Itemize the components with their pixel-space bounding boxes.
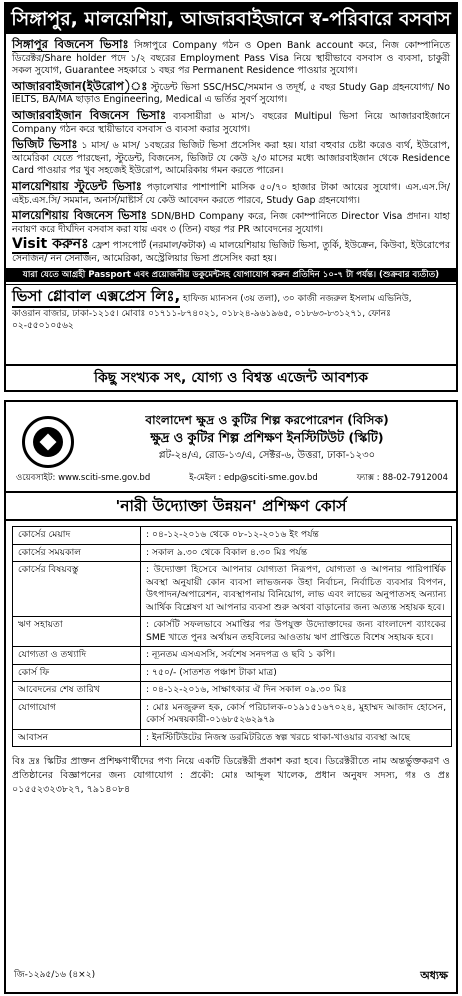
ad-body — [6, 34, 456, 334]
row-label: যোগ্যতা ও তথ্যাদি — [13, 647, 141, 665]
section-heading: আজারবাইজান বিজনেস ভিসাঃ — [12, 107, 166, 122]
row-label: আবেদনের শেষ তারিখ — [13, 682, 141, 700]
agency-contact: কাওরান বাজার, ঢাকা-১২১৫। মোবাঃ ০১৭১১-৮৭৪০২১, ০১৮২৪-৯৬১৯৬৫, ০১৮৬৩-৮৩১২৭১, ফোনঃ ০২-৫৫০১০৫৬২ — [12, 308, 391, 331]
visit-heading: Visit করুনঃ — [12, 236, 89, 253]
malaysia-business-visa — [12, 209, 450, 236]
section-text: ১ মাস/ ৬ মাস/ ১বছরের ভিজিট ভিসা প্রসেসিং করা হয়। যারা বহুবার চেষ্টা করেও ব্যর্থ, ইউরোপ, আমেরিকা যেতে পারছেনা, স্টুডেন্ট, বিজনেস, ভিজিট যে কেউ ২/৩ মাসের মধ্যে আজারবাইজান থেকে Residence Card পাওয়ার পর খুব সহজেই ইউরোপ, আমেরিকায় গমন করতে পারেন। — [12, 140, 450, 177]
table-row — [13, 664, 452, 682]
section-heading: সিঙ্গাপুর বিজনেস ভিসাঃ — [12, 37, 129, 51]
section-text: পড়ালেখার পাশাপাশি মাসিক ৫০/৭০ হাজার টাকা আয়ের সুযোগ। এস.এস.সি/এইচ.এস.সি/ সমমান, অনার্স/মাষ্টার্স যে কেউ আবেদন করতে পারবে, Study Gap গ্রহনযোগ্য। — [12, 181, 450, 206]
singapore-business-visa — [12, 38, 450, 78]
table-row — [13, 544, 452, 562]
row-label: কোর্সের মেয়াদ — [13, 527, 141, 545]
row-value: : ০৪-১২-২০১৬, সাক্ষাৎকার ঐ দিন সকাল ০৯.৩০ মিঃ — [141, 682, 452, 700]
table-row — [13, 527, 452, 545]
institute-name: ক্ষুদ্র ও কুটির শিল্প প্রশিক্ষণ ইনস্টিটিউট (স্কিটি) — [150, 431, 384, 446]
azerbaijan-student-visa — [12, 80, 450, 107]
visit-text: ফ্রেশ পাসপোর্ট (নরমাল/কটাক) এ মালয়েশিয়ায় ভিজিট ভিসা, তুর্কি, ইউক্রেন, কিউবা, ইউরোপের সেনজিন/ নন সেনজিন, আমেরিকা, অস্ট্রেলিয়ার ভিসা প্রসেসিং করা হয়। — [12, 240, 450, 264]
table-row — [13, 699, 452, 729]
ad-headline: সিঙ্গাপুর, মালয়েশিয়া, আজারবাইজানে স্ব-পরিবারে বসবাস — [6, 4, 456, 34]
course-title: 'নারী উদ্যোক্তা উন্নয়ন' প্রশিক্ষণ কোর্স — [6, 491, 456, 521]
row-value: : ০৪-১২-২০১৬ থেকে ০৮-১২-২০১৬ ইং পর্যন্ত — [141, 527, 452, 545]
section-text: ব্যবসায়ীরা ৬ মাস/১ বছরের Multipul ভিসা নিয়ে আজারবাইজানে Company গঠন করে স্থায়ীভাবে বসবাস ও ব্যবসা করার সুযোগ। — [12, 110, 451, 135]
section-heading: ভিজিট ভিসাঃ — [12, 137, 78, 152]
organization-header — [6, 402, 456, 488]
signatory: অধ্যক্ষ — [420, 969, 448, 982]
visit-visa — [12, 138, 450, 178]
row-value: : ন্যূনতম এসএসসি, সর্বশেষ সনদপত্র ও ছবি ১ কপি। — [141, 647, 452, 665]
row-label: যোগাযোগ — [13, 699, 141, 729]
institute-address: প্লট-২৪/এ, রোড-১৩/এ, সেক্টর-৬, উত্তরা, ঢাকা-১২৩০ — [158, 450, 376, 461]
bscic-logo-icon — [22, 416, 74, 468]
visit-section — [12, 238, 450, 265]
corporation-name: বাংলাদেশ ক্ষুদ্র ও কুটির শিল্প করপোরেশন (বিসিক) — [145, 413, 389, 427]
row-value: : উদ্যোক্তা হিসেবে আপনার যোগ্যতা নিরূপণ, যোগ্যতা ও আপনার পারিপার্শ্বিক অবস্থা অনুযায়ী কোন ব্যবসা লাভজনক উহা নির্বাচন, নির্বাচিত ব্যবসার বিপণন, উৎপাদন/অপারেশন, ব্যবস্থাপনায় বিনিয়োগ, লাভ এবং লাভের অনুপাতসহ অন্যান্য আর্থিক বিশ্লেষণ যা আপনার ব্যবসা শুরু অথবা বাড়ানোর জন্য অত্যন্ত সহায়ক হবে। — [141, 562, 452, 617]
contact-line — [16, 472, 448, 484]
row-value: : ৭৫০/- (সাতশত পঞ্চাশ টাকা মাত্র) — [141, 664, 452, 682]
table-row — [13, 647, 452, 665]
row-label: আবাসন — [13, 729, 141, 747]
row-value: : মোঃ মনজুরুল হক, কোর্স পরিচালক-০১৯১৫১৬৭০২৪, মুহাম্মদ আজাদ হোসেন, কোর্স সমন্বয়কারী-০১৬৮৫২৬২৯৭৯ — [141, 699, 452, 729]
azerbaijan-business-visa — [12, 109, 450, 136]
agency-block — [6, 284, 456, 334]
row-label: ঋণ সহায়তা — [13, 617, 141, 647]
row-label: কোর্স ফি — [13, 664, 141, 682]
section-text: স্টুডেন্ট ভিসা SSC/HSC/সমমান ও তদূর্ধ, ৫ বছর Study Gap গ্রহনযোগ্য/ No IELTS, BA/MA ছাড়াও Engineering, Medical এ ভর্তির সুবর্ণ সুযোগ। — [12, 81, 450, 106]
course-info-table — [12, 526, 452, 747]
reference-row — [14, 967, 448, 986]
footnote: বিঃ দ্রঃ স্কিটির প্রাক্তন প্রশিক্ষণার্থীদের পণ্য নিয়ে একটি ডিরেক্টরী প্রকাশ করা হবে। ডিরেক্টরীতে নাম অন্তর্ভুক্তকরণ ও প্রতিষ্ঠানের বিজ্ঞাপনের জন্য যোগাযোগ : প্রকৌ: মোঃ আব্দুল খালেক, প্রধান অনুষদ সদস্য, গঃ ও প্রঃ ০১৫৫২৩২৩৮২৭, ৭৯১৪০৮৪ — [12, 756, 450, 795]
section-heading: মালয়েশিয়ায় স্টুডেন্ট ভিসাঃ — [12, 178, 142, 193]
table-row — [13, 682, 452, 700]
document-note: যারা যেতে আগ্রহী Passport এবং প্রয়োজনীয় ডকুমেন্টসহ যোগাযোগ করুন প্রতিদিন ১০-৭ টা পর্যন্ত। (শুক্রবার ব্যতীত) — [6, 268, 456, 282]
section-heading: মালয়েশিয়ায় বিজনেস ভিসাঃ — [12, 208, 147, 223]
table-row — [13, 729, 452, 747]
section-text: SDN/BHD Company করে, নিজ কোম্পানিতে Director Visa প্রদান। যাহা নবায়ণ করে দীর্ঘদিন বসবাস করা যায় এবং ৩ (তিন) বছর পর PR আবেদনের সুযোগ। — [12, 211, 450, 235]
agent-wanted-footer: কিছু সংখ্যক সৎ, যোগ্য ও বিশ্বস্ত এজেন্ট আবশ্যক — [6, 364, 456, 390]
email: ই-মেইল : edp@sciti-sme.gov.bd — [189, 473, 318, 483]
section-text: সিঙ্গাপুরে Company গঠন ও Open Bank account করে, নিজ কোম্পানিতে ডিরেক্টর/Share holder পদে ১/২ বছরের Employment Pass Visa নিয়ে স্থায়ীভাবে বসবাস ও ব্যবসা, চাকুরী সকল সুযোগ, Guarantee সহকারে ১ বছর পর Permanent Residence পাওয়ার সুযোগ। — [12, 40, 450, 77]
website: ওয়েবসাইট: www.sciti-sme.gov.bd — [16, 473, 151, 483]
section-heading: আজারবাইজান(ইউরোপ)ঃ — [12, 78, 148, 93]
row-value: : সকাল ৯.৩০ থেকে বিকাল ৪.৩০ মিঃ পর্যন্ত — [141, 544, 452, 562]
agency-name: ভিসা গ্লোবাল এক্সপ্রেস লিঃ, — [12, 287, 180, 308]
row-value: : কোর্সটি সফলভাবে সমাপ্তির পর উপযুক্ত উদ্যোক্তাদের জন্য বাংলাদেশ ব্যাংকের SME খাতে পুনঃ অর্থায়ন তহবিলের আওতায় ঋণ প্রাপ্তিতে বিশেষ সহায়ক হবে। — [141, 617, 452, 647]
row-label: কোর্সের বিষয়বস্তু — [13, 562, 141, 617]
visa-advertisement — [4, 2, 458, 392]
row-label: কোর্সের সময়কাল — [13, 544, 141, 562]
table-row — [13, 617, 452, 647]
table-row — [13, 562, 452, 617]
agency-address: হাফিজ ম্যানসন (৩য় তলা), ৩০ কাজী নজরুল ইসলাম এভিনিউ, — [180, 293, 412, 304]
fax: ফ্যাক্স : 88-02-7912004 — [356, 473, 448, 483]
training-advertisement — [4, 400, 458, 994]
malaysia-student-visa — [12, 180, 450, 207]
reference-code: জি-১২৯৫/১৬ (৪×২) — [14, 970, 96, 980]
row-value: : ইনস্টিটিউটের নিজস্ব ডরমিটরিতে স্বল্প খরচে থাকা-খাওয়ার ব্যবস্থা আছে — [141, 729, 452, 747]
